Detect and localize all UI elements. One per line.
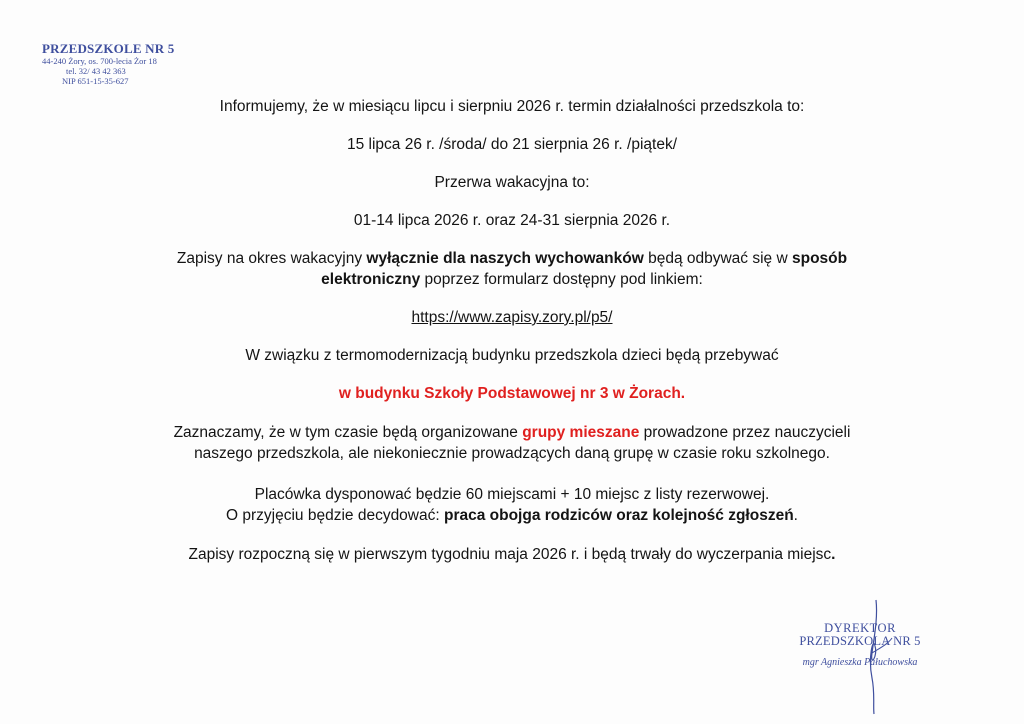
mixed-groups-text-a: Zaznaczamy, że w tym czasie będą organizowane bbox=[173, 424, 523, 441]
stamp-address: 44-240 Żory, os. 700-lecia Żor 18 bbox=[42, 56, 157, 66]
break-heading: Przerwa wakacyjna to: bbox=[434, 174, 590, 191]
registration-bold-c: elektroniczny bbox=[321, 271, 421, 288]
admission-period: . bbox=[793, 507, 798, 524]
registration-line-1 bbox=[0, 250, 1024, 268]
registration-start-text: Zapisy rozpoczną się w pierwszym tygodniu maja 2026 r. i będą trwały do wyczerpania miejsc bbox=[188, 546, 832, 563]
registration-link[interactable]: https://www.zapisy.zory.pl/p5/ bbox=[411, 309, 613, 326]
renovation-line: W związku z termomodernizacją budynku przedszkola dzieci będą przebywać bbox=[245, 347, 779, 364]
registration-line-2 bbox=[0, 271, 1024, 289]
location-line: w budynku Szkoły Podstawowej nr 3 w Żorach. bbox=[338, 385, 686, 402]
stamp-nip: NIP 651-15-35-627 bbox=[62, 76, 129, 86]
admission-text: O przyjęciu będzie decydować: bbox=[226, 507, 444, 524]
director-signature-block bbox=[780, 622, 940, 668]
registration-bold-a: wyłącznie dla naszych wychowanków bbox=[366, 250, 644, 267]
stamp-name: PRZEDSZKOLE NR 5 bbox=[42, 41, 175, 56]
institution-stamp bbox=[42, 42, 182, 86]
signatory-name: mgr Agnieszka Pałuchowska bbox=[802, 657, 918, 668]
operation-dates: 15 lipca 26 r. /środa/ do 21 sierpnia 26 r. /piątek/ bbox=[346, 136, 677, 153]
registration-text-a: Zapisy na okres wakacyjny bbox=[176, 250, 367, 267]
capacity-line: Placówka dysponować będzie 60 miejscami + 10 miejsc z listy rezerwowej. bbox=[254, 486, 770, 503]
mixed-groups-text-b: prowadzone przez nauczycieli bbox=[639, 424, 851, 441]
signatory-institution: PRZEDSZKOLA NR 5 bbox=[799, 634, 921, 648]
mixed-groups-line-1 bbox=[0, 424, 1024, 442]
break-dates: 01-14 lipca 2026 r. oraz 24-31 sierpnia 2026 r. bbox=[353, 212, 671, 229]
registration-bold-b: sposób bbox=[791, 250, 848, 267]
mixed-groups-highlight: grupy mieszane bbox=[522, 424, 640, 441]
registration-start-period: . bbox=[831, 546, 836, 563]
admission-criteria-bold: praca obojga rodziców oraz kolejność zgłoszeń bbox=[443, 507, 794, 524]
signatory-title: DYREKTOR bbox=[824, 621, 896, 635]
mixed-groups-line-2: naszego przedszkola, ale niekoniecznie prowadzących daną grupę w czasie roku szkolnego. bbox=[194, 445, 830, 462]
registration-start-line bbox=[0, 546, 1024, 564]
registration-text-b: będą odbywać się w bbox=[643, 250, 792, 267]
stamp-phone: tel. 32/ 43 42 363 bbox=[66, 66, 126, 76]
intro-line: Informujemy, że w miesiącu lipcu i sierpniu 2026 r. termin działalności przedszkola to: bbox=[219, 98, 805, 115]
admission-criteria-line bbox=[0, 507, 1024, 525]
registration-text-c: poprzez formularz dostępny pod linkiem: bbox=[420, 271, 703, 288]
link-row bbox=[0, 309, 1024, 327]
